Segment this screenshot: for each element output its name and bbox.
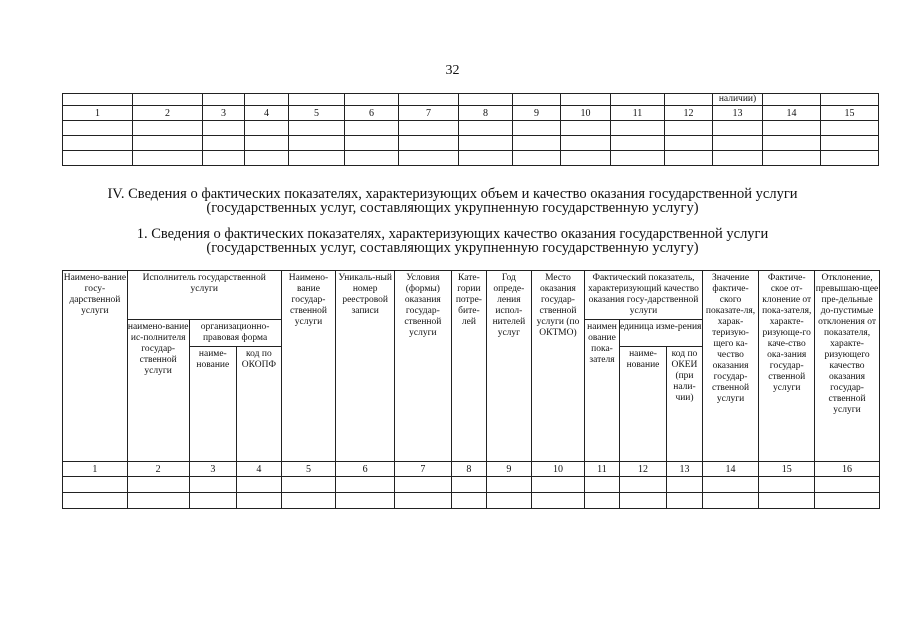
section-title-line2: (государственных услуг, составляющих укрупненную государственную услугу) [206, 200, 699, 216]
header-actual-deviation: Фактиче-ское от-клонение от пока-зателя, характе-ризующе-го каче-ство ока-зания государ-ственной услуги [759, 271, 815, 462]
main-col-number: 15 [759, 462, 815, 477]
top-col-number: 14 [763, 106, 821, 121]
header-actual-indicator-group: Фактический показатель, характеризующий качество оказания госу-дарственной услуги [585, 271, 702, 320]
page-number: 32 [445, 63, 460, 78]
header-legal-form-group: организационно-правовая форма [189, 320, 281, 347]
header-registry-number: Уникаль-ный номер реестровой записи [336, 271, 395, 462]
top-table-header-row [63, 94, 879, 106]
top-col-number: 8 [459, 106, 513, 121]
subsection-heading [0, 227, 905, 255]
main-col-number: 1 [63, 462, 128, 477]
header-service-name: Наимено-вание госу-дарственной услуги [63, 271, 128, 462]
top-col-number: 13 [713, 106, 763, 121]
main-table [62, 270, 880, 509]
main-col-number: 5 [281, 462, 336, 477]
main-col-number: 8 [451, 462, 486, 477]
top-col-number: 9 [513, 106, 561, 121]
subsection-title-line2: (государственных услуг, составляющих укрупненную государственную услугу) [206, 240, 699, 256]
top-table [62, 93, 879, 166]
main-col-number: 16 [815, 462, 880, 477]
header-year: Год опреде-ления испол-нителей услуг [487, 271, 532, 462]
main-header-row-1 [63, 271, 880, 320]
main-table-empty-row [63, 477, 880, 493]
main-col-number: 4 [237, 462, 282, 477]
section-title-line1: IV. Сведения о фактических показателях, характеризующих объем и качество оказания государственной услуги [107, 186, 798, 202]
top-col-number: 11 [611, 106, 665, 121]
top-table-empty-row [63, 136, 879, 151]
header-executor-name: наимено-вание ис-полнителя государ-ственной услуги [127, 320, 189, 462]
main-col-number: 10 [531, 462, 585, 477]
top-col-number: 3 [203, 106, 245, 121]
top-col-number: 10 [561, 106, 611, 121]
main-col-number: 3 [189, 462, 237, 477]
top-col-number: 2 [133, 106, 203, 121]
header-consumer-categories: Кате-гории потре-бите-лей [451, 271, 486, 462]
top-col-number: 4 [245, 106, 289, 121]
section-heading [0, 187, 905, 215]
main-table-number-row [63, 462, 880, 477]
subsection-title-line1: 1. Сведения о фактических показателях, характеризующих качество оказания государственной услуги [136, 226, 769, 242]
main-col-number: 12 [619, 462, 667, 477]
header-indicator-name: наимен ование пока-зателя [585, 320, 619, 462]
header-okopf-code: код по ОКОПФ [237, 347, 282, 462]
header-unit-name: наиме-нование [619, 347, 667, 462]
main-col-number: 7 [395, 462, 452, 477]
header-location: Место оказания государ-ственной услуги (по ОКТМО) [531, 271, 585, 462]
main-col-number: 6 [336, 462, 395, 477]
top-table-header-note: наличии) [713, 94, 763, 106]
main-col-number: 9 [487, 462, 532, 477]
header-conditions: Условия (формы) оказания государ-ственной услуги [395, 271, 452, 462]
header-okei-code: код по ОКЕИ (при нали-чии) [667, 347, 702, 462]
header-service-name-2: Наимено-вание государ-ственной услуги [281, 271, 336, 462]
top-table-number-row [63, 106, 879, 121]
main-col-number: 11 [585, 462, 619, 477]
top-col-number: 5 [289, 106, 345, 121]
main-col-number: 13 [667, 462, 702, 477]
top-col-number: 12 [665, 106, 713, 121]
main-col-number: 14 [702, 462, 759, 477]
main-col-number: 2 [127, 462, 189, 477]
header-executor-group: Исполнитель государственной услуги [127, 271, 281, 320]
top-table-empty-row [63, 151, 879, 166]
header-excess-deviation: Отклонение, превышаю-щее пре-дельные до-пустимые отклонения от показателя, характе-ризующего качество оказания государ-ственной услуги [815, 271, 880, 462]
top-table-empty-row [63, 121, 879, 136]
top-col-number: 1 [63, 106, 133, 121]
top-col-number: 7 [399, 106, 459, 121]
header-actual-value: Значение фактиче-ского показате-ля, харак-теризую-щего ка-чество оказания государ-ственной услуги [702, 271, 759, 462]
top-col-number: 15 [821, 106, 879, 121]
header-legal-form-name: наиме-нование [189, 347, 237, 462]
top-col-number: 6 [345, 106, 399, 121]
header-unit-group: единица изме-рения [619, 320, 702, 347]
main-table-empty-row [63, 493, 880, 509]
